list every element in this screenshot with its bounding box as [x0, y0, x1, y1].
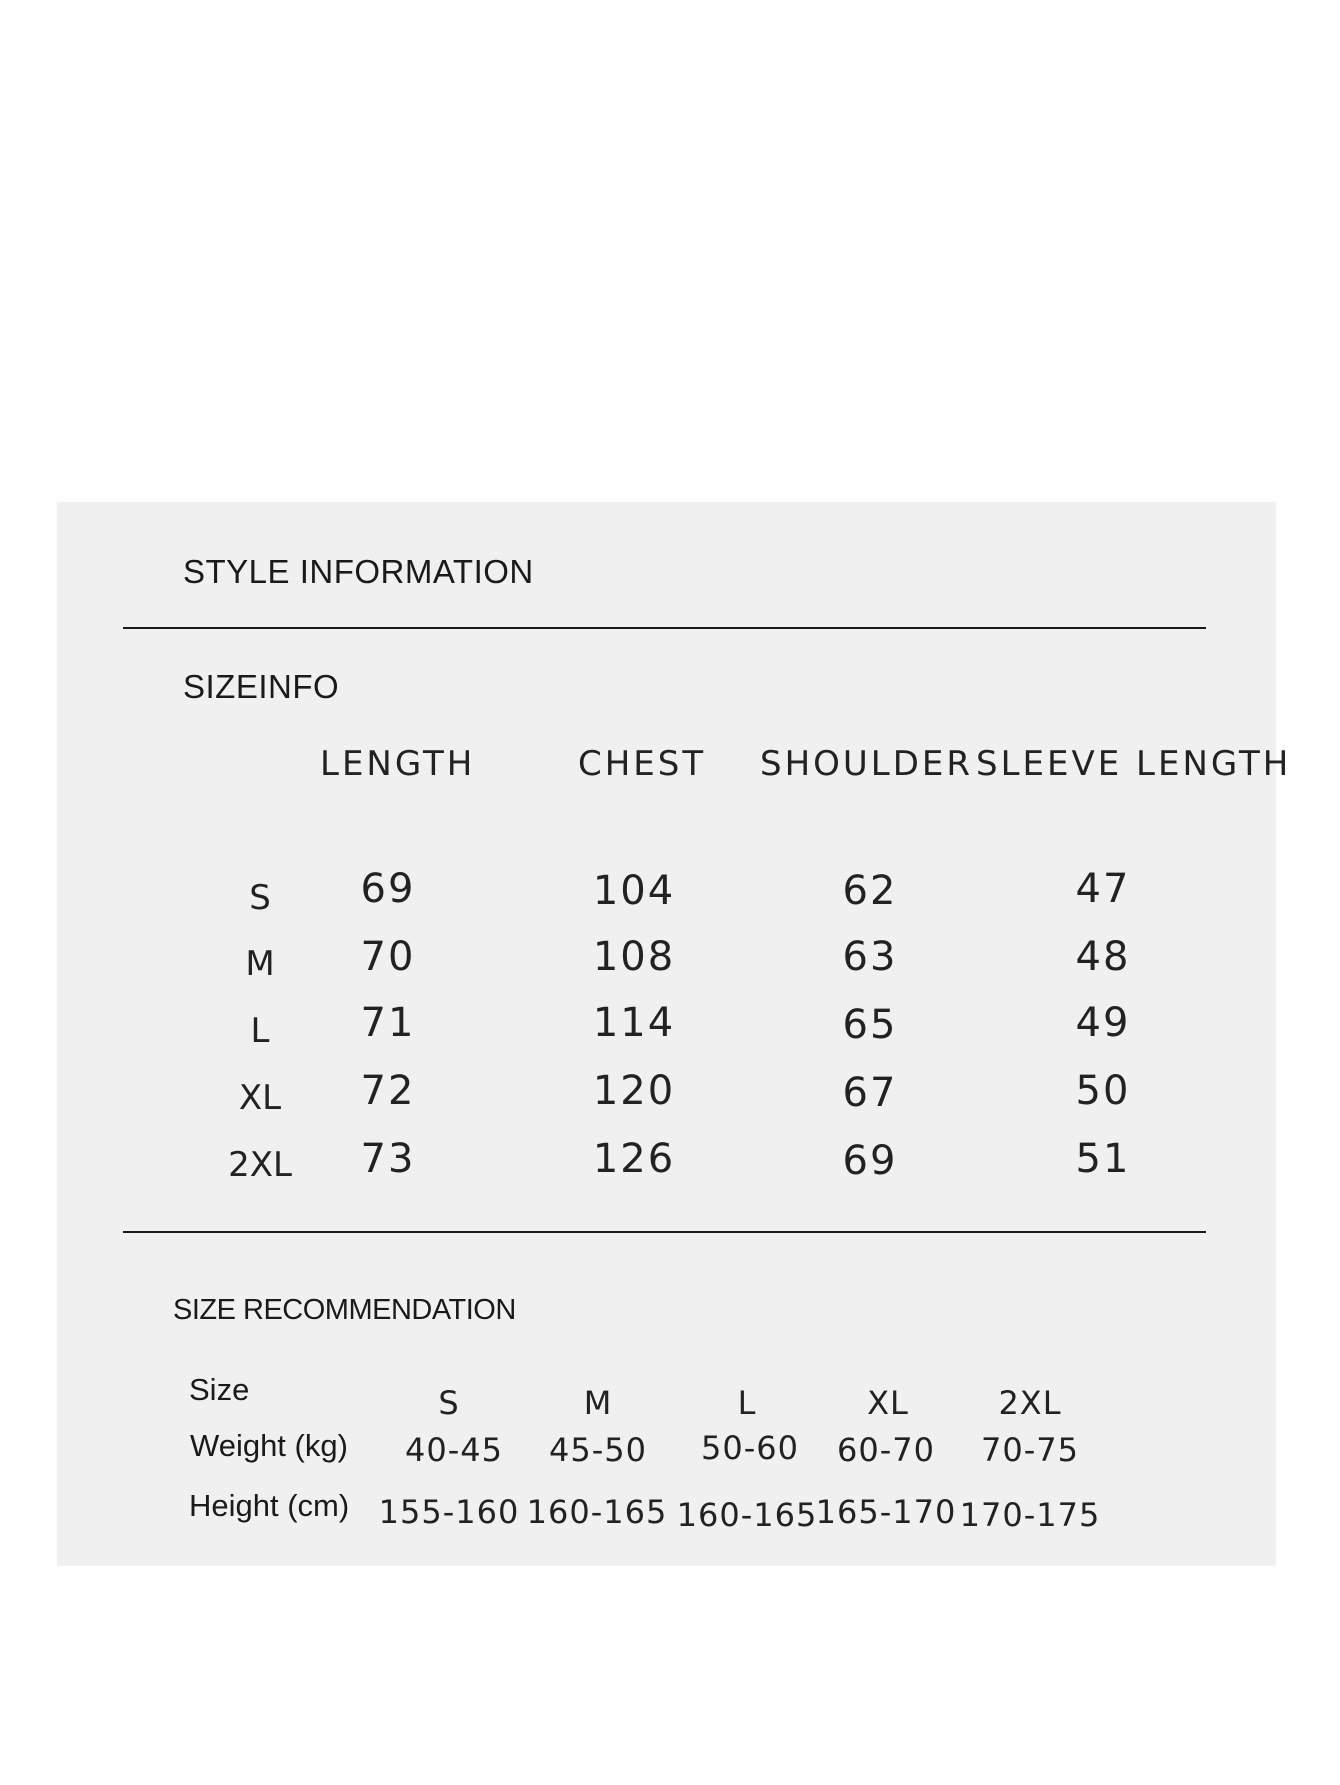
- shoulder-value: 65: [842, 1002, 898, 1048]
- length-value: 70: [360, 934, 416, 980]
- sleeve-length-value: 50: [1075, 1068, 1131, 1114]
- column-header-chest: CHEST: [578, 744, 707, 784]
- column-header-sleeve-length: SLEEVE LENGTH: [976, 744, 1292, 784]
- height-range: 165-170: [815, 1493, 957, 1531]
- height-range: 160-165: [526, 1493, 668, 1531]
- recommended-size: M: [583, 1384, 613, 1422]
- recommended-size: L: [737, 1384, 757, 1422]
- shoulder-value: 67: [842, 1070, 898, 1116]
- weight-range: 70-75: [981, 1431, 1079, 1469]
- recommended-size: 2XL: [998, 1384, 1062, 1422]
- column-header-length: LENGTH: [320, 744, 476, 784]
- weight-range: 60-70: [837, 1431, 935, 1469]
- height-range: 170-175: [959, 1496, 1101, 1534]
- row-size-label: 2XL: [228, 1145, 292, 1185]
- sleeve-length-value: 47: [1075, 866, 1131, 912]
- length-value: 72: [360, 1068, 416, 1114]
- length-value: 71: [360, 1000, 416, 1046]
- column-header-shoulder: SHOULDER: [760, 744, 974, 784]
- chest-value: 104: [592, 868, 676, 914]
- top-divider: [123, 627, 1206, 629]
- sizeinfo-title: SIZEINFO: [183, 668, 340, 705]
- size-row-label: Size: [189, 1372, 250, 1407]
- length-value: 69: [360, 866, 416, 912]
- chest-value: 108: [592, 934, 676, 980]
- row-size-label: M: [245, 944, 275, 984]
- shoulder-value: 62: [842, 868, 898, 914]
- height-row-label: Height (cm): [189, 1488, 350, 1523]
- row-size-label: S: [249, 878, 271, 918]
- bottom-divider: [123, 1231, 1206, 1233]
- style-information-title: STYLE INFORMATION: [183, 553, 534, 590]
- sleeve-length-value: 49: [1075, 1000, 1131, 1046]
- size-recommendation-title: SIZE RECOMMENDATION: [173, 1294, 516, 1326]
- sleeve-length-value: 48: [1075, 934, 1131, 980]
- row-size-label: XL: [238, 1078, 282, 1118]
- recommended-size: S: [438, 1384, 460, 1422]
- chest-value: 126: [592, 1136, 676, 1182]
- shoulder-value: 63: [842, 934, 898, 980]
- chest-value: 114: [592, 1000, 676, 1046]
- recommended-size: XL: [867, 1384, 909, 1422]
- row-size-label: L: [250, 1011, 270, 1051]
- weight-range: 50-60: [701, 1429, 799, 1467]
- weight-range: 40-45: [405, 1431, 503, 1469]
- height-range: 155-160: [378, 1493, 520, 1531]
- weight-row-label: Weight (kg): [190, 1428, 348, 1463]
- sleeve-length-value: 51: [1075, 1136, 1131, 1182]
- length-value: 73: [360, 1136, 416, 1182]
- height-range: 160-165: [676, 1496, 818, 1534]
- weight-range: 45-50: [549, 1431, 647, 1469]
- shoulder-value: 69: [842, 1138, 898, 1184]
- chest-value: 120: [592, 1068, 676, 1114]
